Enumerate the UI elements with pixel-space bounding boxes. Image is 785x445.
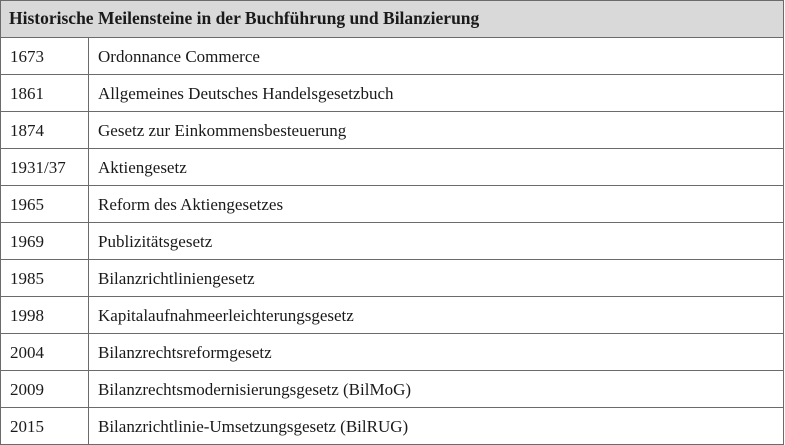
law-title-cell: Allgemeines Deutsches Handelsgesetzbuch [89, 75, 784, 112]
table-row [1, 149, 784, 186]
table-row [1, 334, 784, 371]
law-title-cell: Reform des Aktiengesetzes [89, 186, 784, 223]
table-row [1, 408, 784, 445]
year-cell: 2015 [1, 408, 89, 445]
table-row [1, 38, 784, 75]
law-title-cell: Kapitalaufnahmeerleichterungsgesetz [89, 297, 784, 334]
year-cell: 1985 [1, 260, 89, 297]
year-cell: 1969 [1, 223, 89, 260]
table-row [1, 75, 784, 112]
law-title-cell: Bilanzrichtlinie-Umsetzungsgesetz (BilRUG) [89, 408, 784, 445]
year-cell: 1998 [1, 297, 89, 334]
year-cell: 1931/37 [1, 149, 89, 186]
year-cell: 2009 [1, 371, 89, 408]
table-row [1, 186, 784, 223]
law-title-cell: Ordonnance Commerce [89, 38, 784, 75]
law-title-cell: Bilanzrichtliniengesetz [89, 260, 784, 297]
year-cell: 1965 [1, 186, 89, 223]
law-title-cell: Aktiengesetz [89, 149, 784, 186]
year-cell: 1861 [1, 75, 89, 112]
table-row [1, 260, 784, 297]
table-row [1, 371, 784, 408]
law-title-cell: Bilanzrechtsreformgesetz [89, 334, 784, 371]
table-header-row [1, 1, 784, 38]
table-body [1, 38, 784, 445]
law-title-cell: Publizitätsgesetz [89, 223, 784, 260]
law-title-cell: Bilanzrechtsmodernisierungsgesetz (BilMoG) [89, 371, 784, 408]
year-cell: 1874 [1, 112, 89, 149]
law-title-cell: Gesetz zur Einkommensbesteuerung [89, 112, 784, 149]
table-row [1, 297, 784, 334]
year-cell: 1673 [1, 38, 89, 75]
table-row [1, 223, 784, 260]
table-title: Historische Meilensteine in der Buchführung und Bilanzierung [1, 1, 784, 38]
year-cell: 2004 [1, 334, 89, 371]
table-row [1, 112, 784, 149]
